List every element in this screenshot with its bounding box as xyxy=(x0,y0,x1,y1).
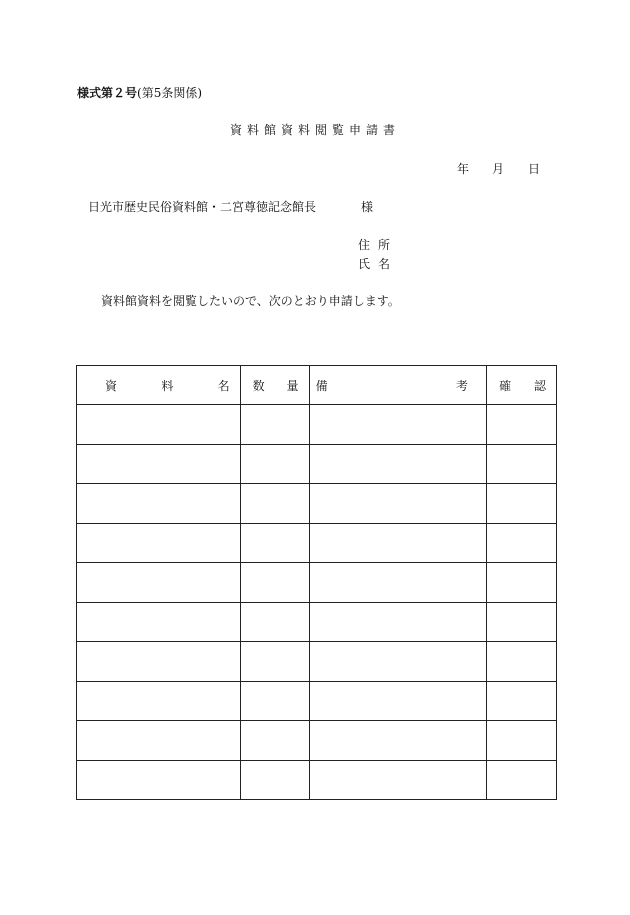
items-table xyxy=(76,365,557,800)
date-day-label: 日 xyxy=(528,162,541,176)
addressee-honorific: 様 xyxy=(361,200,374,214)
table-row xyxy=(77,405,557,445)
table-row xyxy=(77,760,557,800)
table-row xyxy=(77,444,557,484)
cell-remarks[interactable] xyxy=(309,721,487,761)
cell-confirmation[interactable] xyxy=(487,681,557,721)
cell-confirmation[interactable] xyxy=(487,602,557,642)
cell-quantity[interactable] xyxy=(240,642,309,682)
table-row xyxy=(77,721,557,761)
address-label: 住所 xyxy=(358,238,399,252)
table-row xyxy=(77,563,557,603)
cell-confirmation[interactable] xyxy=(487,642,557,682)
cell-quantity[interactable] xyxy=(240,681,309,721)
application-statement: 資料館資料を閲覧したいので、次のとおり申請します。 xyxy=(101,294,400,308)
cell-quantity[interactable] xyxy=(240,563,309,603)
cell-material-name[interactable] xyxy=(77,602,241,642)
cell-remarks[interactable] xyxy=(309,760,487,800)
form-number xyxy=(77,84,202,101)
table-row xyxy=(77,602,557,642)
cell-quantity[interactable] xyxy=(240,405,309,445)
cell-remarks[interactable] xyxy=(309,602,487,642)
table-row xyxy=(77,523,557,563)
cell-quantity[interactable] xyxy=(240,484,309,524)
date-month-label: 月 xyxy=(492,162,505,176)
table-body xyxy=(77,405,557,800)
cell-quantity[interactable] xyxy=(240,444,309,484)
cell-material-name[interactable] xyxy=(77,760,241,800)
cell-material-name[interactable] xyxy=(77,523,241,563)
cell-confirmation[interactable] xyxy=(487,444,557,484)
cell-quantity[interactable] xyxy=(240,721,309,761)
cell-material-name[interactable] xyxy=(77,484,241,524)
cell-remarks[interactable] xyxy=(309,444,487,484)
addressee-name: 日光市歴史民俗資料館・二宮尊徳記念館長 xyxy=(88,200,317,214)
cell-material-name[interactable] xyxy=(77,721,241,761)
form-clause: (第5条関係) xyxy=(137,86,203,100)
table-row xyxy=(77,681,557,721)
header-confirmation: 確 認 xyxy=(487,366,557,405)
date-year-label: 年 xyxy=(457,162,470,176)
form-number-label: 様式第２号 xyxy=(77,86,138,100)
table-header-row xyxy=(77,366,557,405)
cell-material-name[interactable] xyxy=(77,563,241,603)
page-title: 資料館資料閲覧申請書 xyxy=(229,123,400,137)
table-row xyxy=(77,642,557,682)
cell-confirmation[interactable] xyxy=(487,523,557,563)
cell-confirmation[interactable] xyxy=(487,760,557,800)
header-remarks: 備 考 xyxy=(309,366,487,405)
cell-quantity[interactable] xyxy=(240,760,309,800)
cell-confirmation[interactable] xyxy=(487,405,557,445)
cell-remarks[interactable] xyxy=(309,523,487,563)
name-label: 氏名 xyxy=(358,257,399,271)
header-material-name: 資 料 名 xyxy=(77,366,241,405)
cell-material-name[interactable] xyxy=(77,642,241,682)
cell-remarks[interactable] xyxy=(309,681,487,721)
cell-confirmation[interactable] xyxy=(487,563,557,603)
cell-remarks[interactable] xyxy=(309,484,487,524)
cell-remarks[interactable] xyxy=(309,563,487,603)
cell-remarks[interactable] xyxy=(309,405,487,445)
cell-confirmation[interactable] xyxy=(487,484,557,524)
cell-quantity[interactable] xyxy=(240,602,309,642)
table-row xyxy=(77,484,557,524)
cell-material-name[interactable] xyxy=(77,444,241,484)
cell-confirmation[interactable] xyxy=(487,721,557,761)
cell-remarks[interactable] xyxy=(309,642,487,682)
header-quantity: 数 量 xyxy=(240,366,309,405)
cell-material-name[interactable] xyxy=(77,405,241,445)
cell-material-name[interactable] xyxy=(77,681,241,721)
cell-quantity[interactable] xyxy=(240,523,309,563)
